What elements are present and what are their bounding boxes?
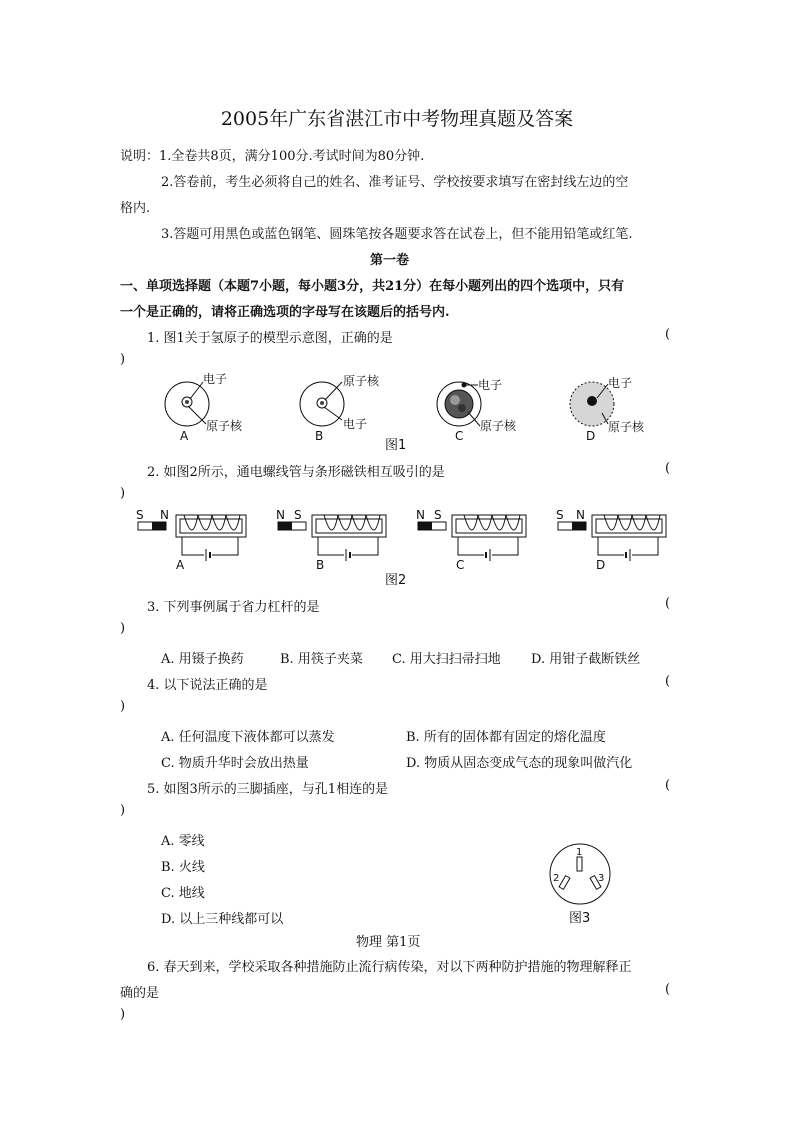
atom-c-nucleus [445, 390, 473, 418]
q6-stem-a: 6. 春天到来，学校采取各种措施防止流行病传染，对以下两种防护措施的物理解释正 [147, 960, 632, 975]
atom-a-label-nucleus: 原子核 [206, 419, 243, 433]
atom-a-label-electron: 电子 [203, 372, 228, 386]
atom-d-letter: D [586, 429, 596, 443]
q3-paren-close: ) [120, 621, 126, 636]
volume-heading: 第一卷 [370, 253, 410, 268]
figure-2-caption: 图2 [385, 573, 407, 588]
solenoid-a [136, 508, 246, 572]
figure-3-caption: 图3 [569, 911, 591, 926]
q4-paren-close: ) [120, 699, 126, 714]
q6-stem-b: 确的是 [120, 986, 160, 1001]
atom-b-label-nucleus: 原子核 [343, 374, 380, 388]
q4-paren-open: ( [665, 674, 671, 689]
atom-d-label-nucleus: 原子核 [608, 420, 645, 434]
q5-option-b: B. 火线 [161, 860, 205, 875]
figure-3-socket [545, 843, 615, 907]
note-2a: 2.答卷前，考生必须将自己的姓名、准考证号、学校按要求填写在密封线左边的空 [161, 175, 629, 190]
section1-line1: 一、单项选择题（本题7小题，每小题3分，共21分）在每小题列出的四个选项中，只有 [120, 279, 625, 294]
q4-option-d: D. 物质从固态变成气态的现象叫做汽化 [406, 756, 633, 771]
socket-hole-1 [577, 857, 582, 871]
svg-text:S: S [434, 508, 442, 522]
svg-text:2: 2 [553, 873, 560, 884]
q3-paren-open: ( [665, 596, 671, 611]
atom-d-label-electron: 电子 [608, 376, 633, 390]
svg-text:3: 3 [598, 873, 605, 884]
section1-line2: 一个是正确的，请将正确选项的字母写在该题后的括号内. [120, 305, 450, 320]
figure-2-solenoids [132, 505, 672, 573]
q1-paren-open: ( [665, 327, 671, 342]
svg-text:A: A [176, 558, 185, 572]
q5-option-d: D. 以上三种线都可以 [161, 912, 284, 927]
svg-text:S: S [294, 508, 302, 522]
note-2b: 格内. [120, 201, 151, 216]
figure-1-atom-models [150, 368, 670, 452]
q6-paren-open: ( [665, 982, 671, 997]
svg-text:N: N [576, 508, 585, 522]
q5-option-a: A. 零线 [161, 834, 205, 849]
solenoid-c [416, 508, 526, 572]
atom-c-electron [462, 383, 467, 388]
q2-paren-close: ) [120, 486, 126, 501]
figure-1-caption: 图1 [385, 438, 407, 453]
q1-paren-close: ) [120, 352, 126, 367]
atom-c-label-nucleus: 原子核 [480, 419, 517, 433]
q4-stem: 4. 以下说法正确的是 [147, 678, 268, 693]
svg-text:S: S [136, 508, 144, 522]
q2-stem: 2. 如图2所示，通电螺线管与条形磁铁相互吸引的是 [147, 465, 445, 480]
atom-c-label-electron: 电子 [478, 378, 503, 392]
q5-paren-open: ( [665, 778, 671, 793]
atom-d-nucleus [587, 396, 597, 406]
q3-option-a: A. 用镊子换药 [161, 652, 244, 667]
svg-text:1: 1 [576, 847, 583, 858]
q6-paren-close: ) [120, 1007, 126, 1022]
q5-paren-close: ) [120, 803, 126, 818]
svg-text:N: N [416, 508, 425, 522]
q4-option-a: A. 任何温度下液体都可以蒸发 [161, 730, 335, 745]
svg-text:C: C [456, 558, 465, 572]
q3-stem: 3. 下列事例属于省力杠杆的是 [147, 600, 320, 615]
atom-c-letter: C [455, 429, 464, 443]
atom-a-letter: A [180, 429, 189, 443]
q5-option-c: C. 地线 [161, 886, 205, 901]
solenoid-b [276, 508, 386, 572]
q3-option-d: D. 用钳子截断铁丝 [531, 652, 641, 667]
svg-text:B: B [316, 558, 325, 572]
q1-stem: 1. 图1关于氢原子的模型示意图，正确的是 [147, 331, 393, 346]
q5-stem: 5. 如图3所示的三脚插座，与孔1相连的是 [147, 782, 389, 797]
svg-text:D: D [596, 558, 606, 572]
page-footer: 物理 第1页 [356, 935, 421, 950]
page-title: 2005年广东省湛江市中考物理真题及答案 [220, 108, 574, 130]
atom-b-label-electron: 电子 [343, 417, 368, 431]
q2-paren-open: ( [665, 461, 671, 476]
svg-text:N: N [160, 508, 169, 522]
svg-text:N: N [276, 508, 285, 522]
q4-option-c: C. 物质升华时会放出热量 [161, 756, 309, 771]
q3-option-b: B. 用筷子夹菜 [280, 652, 363, 667]
note-3: 3.答题可用黑色或蓝色钢笔、圆珠笔按各题要求答在试卷上，但不能用铅笔或红笔. [161, 227, 633, 242]
q3-option-c: C. 用大扫扫帚扫地 [392, 652, 501, 667]
note-1: 说明：1.全卷共8页，满分100分.考试时间为80分钟. [120, 149, 425, 164]
q4-option-b: B. 所有的固体都有固定的熔化温度 [406, 730, 606, 745]
atom-b-letter: B [315, 429, 324, 443]
solenoid-d [556, 508, 666, 572]
svg-text:S: S [556, 508, 564, 522]
